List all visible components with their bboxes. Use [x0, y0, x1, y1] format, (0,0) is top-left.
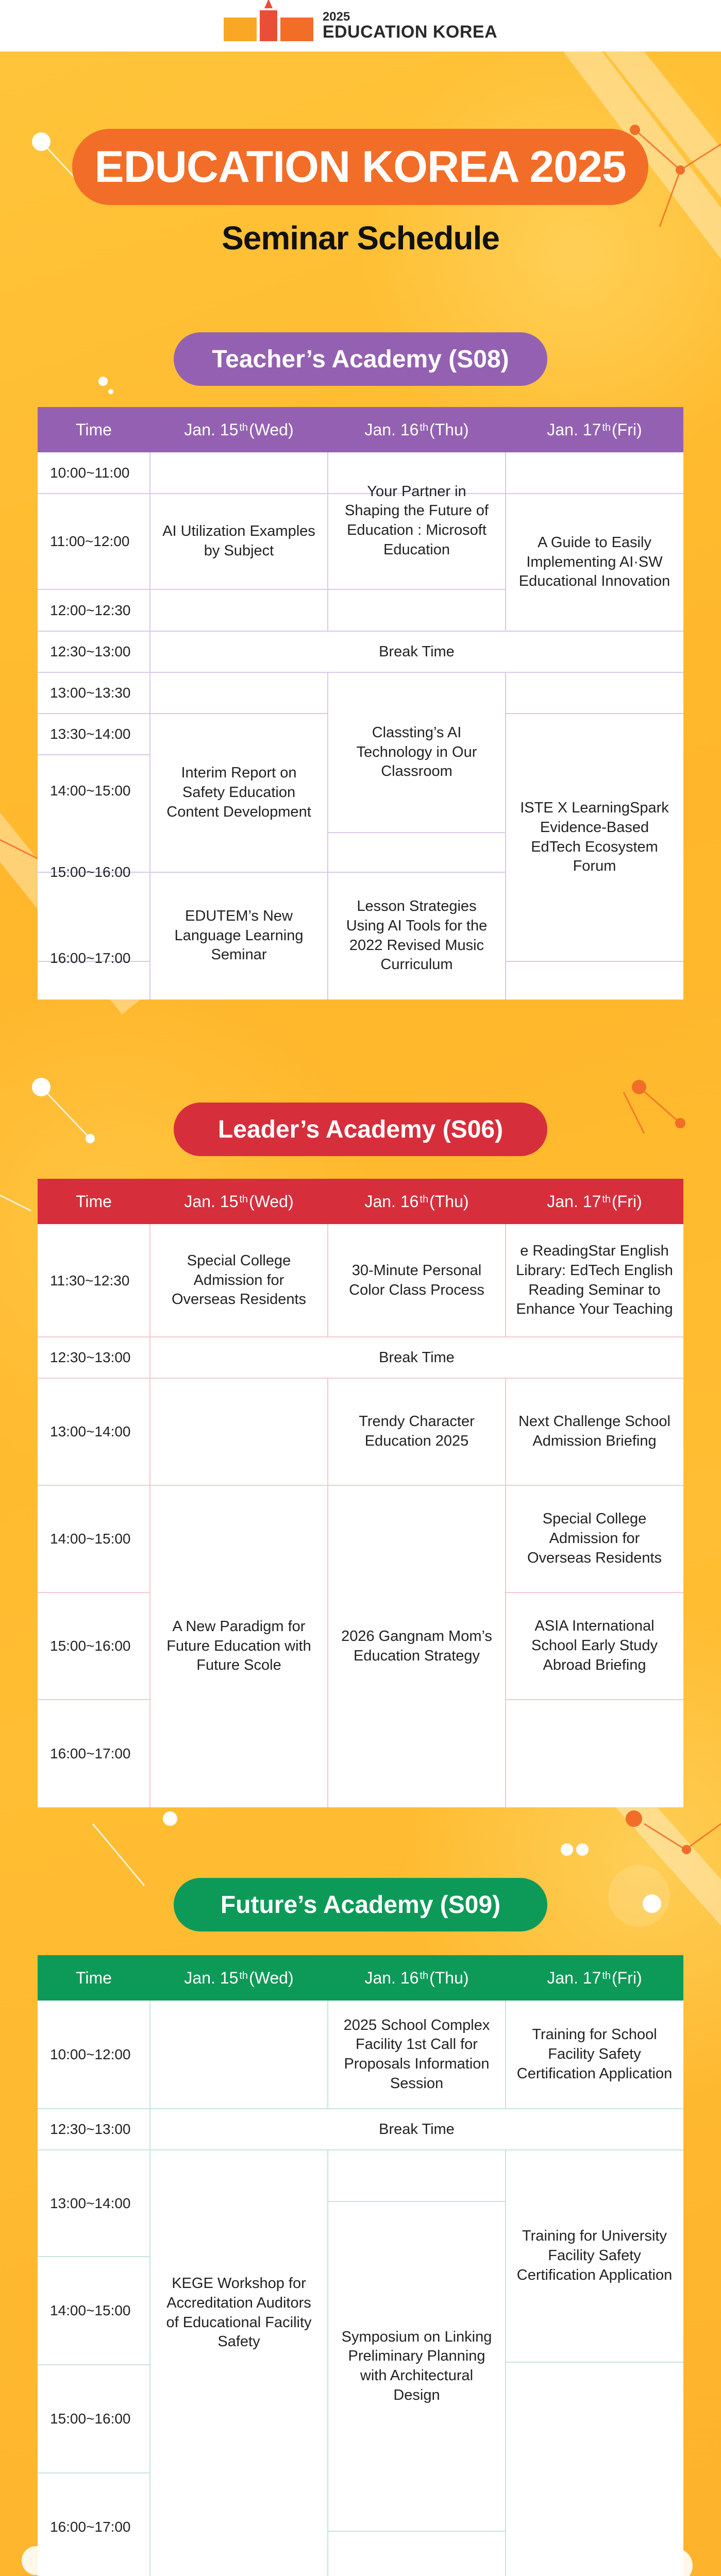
header-jan-17-date: Jan. 17 [547, 420, 601, 439]
header-jan-16 [328, 1955, 506, 2001]
session-cell: KEGE Workshop for Accreditation Auditors of Educational Facility Safety [166, 2275, 312, 2350]
header-jan-16 [328, 407, 506, 452]
header-jan-16-date: Jan. 16 [364, 1192, 419, 1211]
header-jan-16-suffix: th [420, 1193, 429, 1205]
time-slot: 15:00~16:00 [50, 863, 131, 880]
session-cell: Classting’s AI Technology in Our Classroom [356, 724, 477, 780]
poster [0, 52, 721, 2576]
session-cell: Interim Report on Safety Education Content Development [166, 765, 311, 820]
session-cell: EDUTEM’s New Language Learning Seminar [174, 907, 304, 963]
logo-year: 2025 [322, 9, 350, 24]
time-slot: 14:00~15:00 [50, 783, 131, 799]
session-cell: Special College Admission for Overseas Residents [171, 1252, 307, 1308]
header-jan-15-weekday: (Wed) [249, 1192, 294, 1211]
header-time: Time [76, 1192, 112, 1211]
header-jan-16-weekday: (Thu) [429, 420, 469, 439]
header-time: Time [76, 1968, 112, 1987]
time-slot: 10:00~11:00 [50, 465, 130, 481]
header-jan-15 [150, 407, 328, 452]
header-jan-15-weekday: (Wed) [249, 1968, 294, 1987]
session-cell: AI Utilization Examples by Subject [162, 523, 315, 559]
session-cell: Next Challenge School Admission Briefing [518, 1413, 670, 1449]
header-jan-15-date: Jan. 15 [184, 1968, 239, 1987]
header-jan-16-date: Jan. 16 [364, 1968, 419, 1987]
header-jan-17-weekday: (Fri) [612, 1192, 642, 1211]
teachers-academy-title: Teacher’s Academy (S08) [174, 332, 547, 386]
session-cell: ISTE X LearningSpark Evidence-Based EdTech Ecosystem Forum [520, 800, 669, 875]
logo-name: EDUCATION KOREA [322, 22, 498, 42]
header-jan-15-date: Jan. 15 [184, 420, 239, 439]
main-title: EDUCATION KOREA 2025 [72, 129, 648, 205]
logo-text [323, 10, 497, 42]
time-slot: 12:00~12:30 [50, 602, 131, 618]
session-cell: Your Partner in Shaping the Future of Education : Microsoft Education [345, 483, 489, 558]
page-subtitle: Seminar Schedule [222, 219, 499, 257]
break-time: Break Time [379, 1349, 455, 1366]
leaders-academy-title: Leader’s Academy (S06) [174, 1103, 547, 1156]
futures-academy-title: Future’s Academy (S09) [174, 1878, 547, 1931]
session-cell: Training for University Facility Safety Certification Application [516, 2228, 673, 2283]
session-cell: 2025 School Complex Facility 1st Call for Proposals Information Session [343, 2016, 490, 2092]
time-slot: 11:30~12:30 [50, 1272, 130, 1289]
header-jan-17-suffix: th [602, 421, 611, 433]
header-jan-15-suffix: th [239, 1193, 248, 1205]
header-jan-17-weekday: (Fri) [612, 420, 642, 439]
header-jan-16-date: Jan. 16 [364, 420, 419, 439]
time-slot: 13:00~14:00 [50, 2195, 131, 2211]
time-slot: 13:00~13:30 [50, 685, 131, 701]
header-jan-16-suffix: th [420, 421, 429, 433]
time-slot: 10:00~12:00 [50, 2046, 131, 2062]
header-jan-15-suffix: th [239, 421, 248, 433]
time-slot: 13:30~14:00 [50, 726, 131, 742]
time-slot: 11:00~12:00 [50, 533, 130, 549]
time-slot: 16:00~17:00 [50, 950, 131, 966]
session-cell: Training for School Facility Safety Certification Application [516, 2026, 673, 2082]
time-slot: 16:00~17:00 [50, 1745, 131, 1761]
leaders-schedule-table [38, 1179, 683, 1807]
future-schedule-table [38, 1955, 683, 2576]
time-slot: 14:00~15:00 [50, 1531, 131, 1547]
time-slot: 12:30~13:00 [50, 2121, 131, 2137]
time-slot: 14:00~15:00 [50, 2302, 131, 2318]
header-jan-17 [506, 1179, 683, 1224]
header-jan-17-date: Jan. 17 [547, 1192, 601, 1211]
time-slot: 15:00~16:00 [50, 2411, 131, 2427]
session-cell: A Guide to Easily Implementing AI·SW Educational Innovation [518, 534, 670, 590]
header-jan-16-weekday: (Thu) [429, 1192, 469, 1211]
session-cell: Lesson Strategies Using AI Tools for the 2022 Revised Music Curriculum [346, 898, 488, 973]
time-slot: 15:00~16:00 [50, 1638, 131, 1654]
header-jan-16-suffix: th [420, 1970, 429, 1981]
time-slot: 16:00~17:00 [50, 2519, 131, 2535]
break-time: Break Time [379, 2121, 455, 2138]
session-cell: Trendy Character Education 2025 [359, 1413, 475, 1449]
session-cell: 30-Minute Personal Color Class Process [349, 1262, 484, 1298]
header-jan-15-date: Jan. 15 [184, 1192, 239, 1211]
break-time: Break Time [379, 643, 455, 660]
header-jan-17-suffix: th [602, 1193, 611, 1205]
session-cell: Symposium on Linking Preliminary Planning with Architectural Design [341, 2328, 492, 2403]
header-jan-17 [506, 1955, 683, 2001]
time-slot: 13:00~14:00 [50, 1423, 131, 1439]
session-cell: Special College Admission for Overseas Residents [527, 1511, 662, 1566]
header-jan-16-weekday: (Thu) [429, 1968, 469, 1987]
header-jan-15-weekday: (Wed) [249, 420, 294, 439]
header-jan-16 [328, 1179, 506, 1224]
teachers-schedule-table [38, 407, 683, 999]
header-jan-15-suffix: th [239, 1970, 248, 1981]
header-jan-15 [150, 1955, 328, 2001]
header-jan-17-suffix: th [602, 1970, 611, 1981]
header-bar [0, 0, 721, 52]
header-time: Time [76, 420, 112, 439]
time-slot: 12:30~13:00 [50, 643, 131, 659]
header-jan-17-weekday: (Fri) [612, 1968, 642, 1987]
session-cell: 2026 Gangnam Mom’s Education Strategy [341, 1628, 492, 1664]
header-jan-15 [150, 1179, 328, 1224]
header-jan-17 [506, 407, 683, 452]
session-cell: A New Paradigm for Future Education with Future Scole [166, 1618, 311, 1674]
session-cell: ASIA International School Early Study Abroad Briefing [531, 1618, 658, 1673]
session-cell: e ReadingStar English Library: EdTech English Reading Seminar to Enhance Your Teaching [516, 1243, 673, 1318]
header-jan-17-date: Jan. 17 [547, 1968, 601, 1987]
education-korea-logo-icon [224, 10, 313, 41]
time-slot: 12:30~13:00 [50, 1349, 131, 1365]
